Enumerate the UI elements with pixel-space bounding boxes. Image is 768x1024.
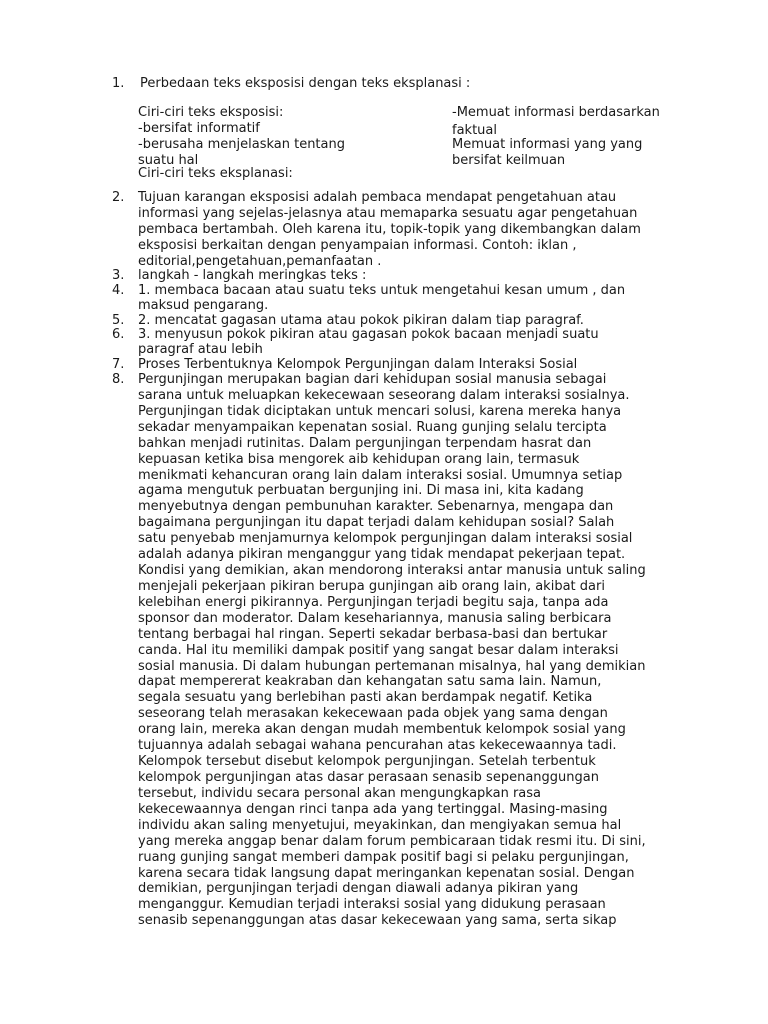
paragraph-line: adalah adanya pikiran menganggur yang tidak mendapat pekerjaan tepat.	[138, 547, 626, 562]
comparison-left-line: -bersifat informatif	[138, 121, 260, 136]
paragraph-line: editorial,pengetahuan,pemanfaatan .	[138, 254, 382, 269]
paragraph-line: demikian, pergunjingan terjadi dengan diawali adanya pikiran yang	[138, 881, 579, 896]
paragraph-line: segala sesuatu yang berlebihan pasti akan berdampak negatif. Ketika	[138, 690, 593, 705]
paragraph-line: menganggur. Kemudian terjadi interaksi sosial yang didukung perasaan	[138, 897, 606, 912]
item-number: 1.	[112, 76, 125, 91]
item-1-title: Perbedaan teks eksposisi dengan teks eksplanasi :	[140, 76, 471, 91]
item-number: 7.	[112, 357, 125, 372]
paragraph-line: paragraf atau lebih	[138, 342, 263, 357]
paragraph-line: kekecewaannya dengan rinci tanpa ada yang tertinggal. Masing-masing	[138, 802, 608, 817]
paragraph-line: Kelompok tersebut disebut kelompok pergunjingan. Setelah terbentuk	[138, 754, 596, 769]
paragraph-line: karena secara tidak langsung dapat meringankan kepenatan sosial. Dengan	[138, 866, 635, 881]
paragraph-line: Tujuan karangan eksposisi adalah pembaca mendapat pengetahuan atau	[138, 190, 617, 205]
paragraph-line: bagaimana pergunjingan itu dapat terjadi dalam kehidupan sosial? Salah	[138, 515, 615, 530]
paragraph-line: seseorang telah merasakan kekecewaan pada objek yang sama dengan	[138, 706, 608, 721]
paragraph-line: tentang berbagai hal ringan. Seperti sekadar berbasa-basi dan bertukar	[138, 627, 608, 642]
item-number: 8.	[112, 372, 125, 387]
paragraph-line: sosial manusia. Di dalam hubungan pertemanan misalnya, hal yang demikian	[138, 659, 646, 674]
paragraph-line: yang mereka anggap benar dalam forum pembicaraan tidak resmi itu. Di sini,	[138, 834, 646, 849]
paragraph-line: Kondisi yang demikian, akan mendorong interaksi antar manusia untuk saling	[138, 563, 646, 578]
paragraph-line: pembaca bertambah. Oleh karena itu, topik-topik yang dikembangkan dalam	[138, 222, 641, 237]
comparison-right-line: -Memuat informasi berdasarkan	[452, 105, 660, 120]
paragraph-line: tujuannya adalah sebagai wahana pencurahan atas kekecewaannya tadi.	[138, 738, 617, 753]
paragraph-line: sarana untuk meluapkan kekecewaan seseorang dalam interaksi sosialnya.	[138, 388, 630, 403]
paragraph-line: Pergunjingan merupakan bagian dari kehidupan sosial manusia sebagai	[138, 372, 607, 387]
paragraph-line: 3. menyusun pokok pikiran atau gagasan pokok bacaan menjadi suatu	[138, 327, 599, 342]
paragraph-line: Proses Terbentuknya Kelompok Pergunjingan dalam Interaksi Sosial	[138, 357, 578, 372]
comparison-right-line: bersifat keilmuan	[452, 153, 566, 168]
comparison-right-line: Memuat informasi yang yang	[452, 137, 643, 152]
item-number: 6.	[112, 327, 125, 342]
paragraph-line: 1. membaca bacaan atau suatu teks untuk mengetahui kesan umum , dan	[138, 283, 626, 298]
paragraph-line: langkah - langkah meringkas teks :	[138, 268, 367, 283]
paragraph-line: menjejali pekerjaan pikiran berupa gunjingan aib orang lain, akibat dari	[138, 579, 605, 594]
paragraph-line: 2. mencatat gagasan utama atau pokok pikiran dalam tiap paragraf.	[138, 313, 584, 328]
comparison-right-line: faktual	[452, 123, 497, 138]
paragraph-line: orang lain, mereka akan dengan mudah membentuk kelompok sosial yang	[138, 722, 626, 737]
paragraph-line: canda. Hal itu memiliki dampak positif yang sangat besar dalam interaksi	[138, 643, 619, 658]
paragraph-line: bahkan menjadi rutinitas. Dalam pergunjingan terpendam hasrat dan	[138, 436, 592, 451]
paragraph-line: menikmati kehancuran orang lain dalam interaksi sosial. Umumnya setiap	[138, 468, 623, 483]
comparison-left-line: Ciri-ciri teks eksplanasi:	[138, 166, 293, 181]
comparison-left-line: -berusaha menjelaskan tentang	[138, 137, 345, 152]
paragraph-line: kepuasan ketika bisa mengorek aib kehidupan orang lain, termasuk	[138, 452, 580, 467]
comparison-left-line: Ciri-ciri teks eksposisi:	[138, 105, 284, 120]
paragraph-line: informasi yang sejelas-jelasnya atau memaparka sesuatu agar pengetahuan	[138, 206, 638, 221]
item-number: 5.	[112, 313, 125, 328]
item-number: 4.	[112, 283, 125, 298]
paragraph-line: dapat mempererat keakraban dan kehangatan satu sama lain. Namun,	[138, 674, 602, 689]
paragraph-line: kelompok pergunjingan atas dasar perasaan senasib sepenanggungan	[138, 770, 599, 785]
paragraph-line: menyebutnya dengan pembunuhan karakter. Sebenarnya, mengapa dan	[138, 499, 614, 514]
item-number: 3.	[112, 268, 125, 283]
paragraph-line: Pergunjingan tidak diciptakan untuk mencari solusi, karena mereka hanya	[138, 404, 622, 419]
item-number: 2.	[112, 190, 125, 205]
paragraph-line: ruang gunjing sangat memberi dampak positif bagi si pelaku pergunjingan,	[138, 850, 629, 865]
comparison-left-line: suatu hal	[138, 153, 199, 168]
paragraph-line: tersebut, individu secara personal akan mengungkapkan rasa	[138, 786, 541, 801]
paragraph-line: individu akan saling menyetujui, meyakinkan, dan mengiyakan semua hal	[138, 818, 622, 833]
paragraph-line: maksud pengarang.	[138, 298, 269, 313]
paragraph-line: senasib sepenanggungan atas dasar kekecewaan yang sama, serta sikap	[138, 913, 617, 928]
paragraph-line: eksposisi berkaitan dengan penyampaian informasi. Contoh: iklan ,	[138, 238, 577, 253]
paragraph-line: agama mengutuk perbuatan bergunjing ini. Di masa ini, kita kadang	[138, 483, 584, 498]
paragraph-line: sekadar menyampaikan kepenatan sosial. Ruang gunjing selalu tercipta	[138, 420, 607, 435]
paragraph-line: sponsor dan moderator. Dalam kesehariannya, manusia saling berbicara	[138, 611, 612, 626]
paragraph-line: kelebihan energi pikirannya. Pergunjingan terjadi begitu saja, tanpa ada	[138, 595, 609, 610]
paragraph-line: satu penyebab menjamurnya kelompok pergunjingan dalam interaksi sosial	[138, 531, 633, 546]
